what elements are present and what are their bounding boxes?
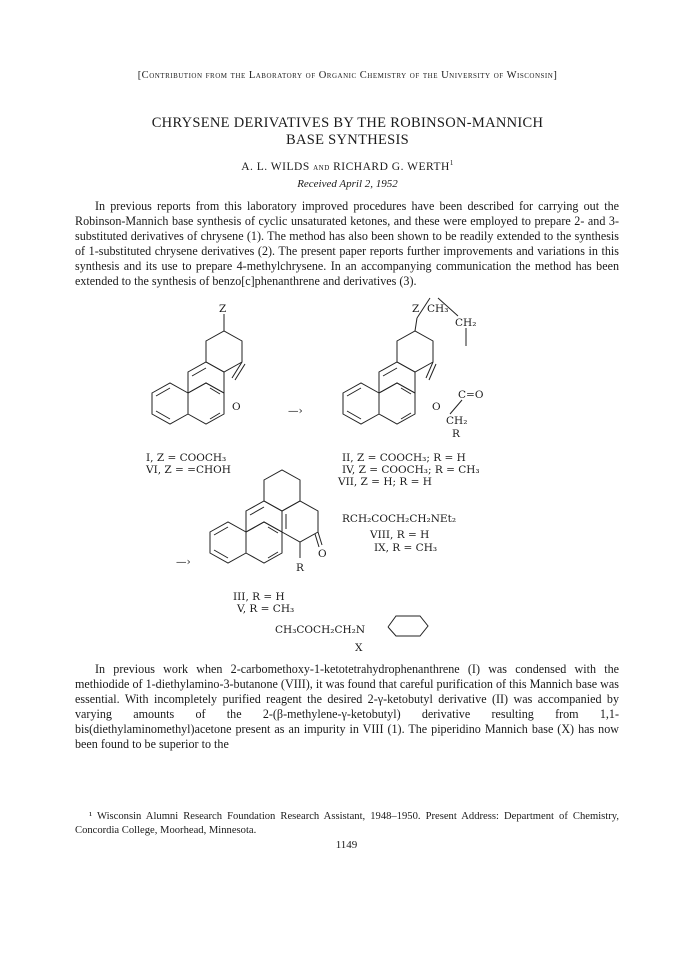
ch2-label-right: CH₂ <box>455 317 477 329</box>
title-line-2: BASE SYNTHESIS <box>285 132 410 148</box>
label-compound-V: V, R = CH₃ <box>237 603 295 615</box>
ch2-label-right-2: CH₂ <box>446 415 468 427</box>
paragraph-1: In previous reports from this laboratory improved procedures have been described for carrying out the Robinson-Mannich base synthesis of cyclic unsaturated ketones, and these were employed to prepare 2- and 3-substituted derivatives of chrysene (1). The method has also been shown to be readily extended to the synthesis of 1-substituted chrysene derivatives (2). The present paper reports further improvements and variations in this synthesis and its use to prepare 4-methylchrysene. In an accompanying communication the method has been extended to the synthesis of benzo[c]phenanthrene and derivatives (3). <box>75 199 619 289</box>
contribution-line: [Contribution from the Laboratory of Organic Chemistry of the University of Wisconsin] <box>137 70 558 81</box>
page-number: 1149 <box>335 839 358 851</box>
paragraph-2: In previous work when 2-carbomethoxy-1-ketotetrahydrophenanthrene (I) was condensed with the methiodide of 1-diethylamino-3-butanone (VIII), it was found that careful purification of this Mannich base was essential. With incompletely purified reagent the desired 2-γ-ketobutyl derivative (II) was accompanied by varying amounts of the 2-(β-methylene-γ-ketobutyl) derivative resulting from 1,1-bis(diethylaminomethyl)acetone present as an impurity in VIII (1). The piperidino Mannich base (X) has now been found to be superior to the <box>75 662 619 752</box>
label-compound-VI: VI, Z = =CHOH <box>146 464 231 476</box>
o-label-left: O <box>232 401 241 413</box>
title-line-1: CHRYSENE DERIVATIVES BY THE ROBINSON-MANNICH <box>151 115 544 131</box>
arrow-1: —› <box>288 405 303 417</box>
authors-and: and <box>313 161 330 173</box>
label-compound-VIII: VIII, R = H <box>370 529 430 541</box>
arrow-2: —› <box>176 556 191 568</box>
o-label-bottom: O <box>318 548 327 560</box>
label-compound-I: I, Z = COOCH₃ <box>146 452 227 464</box>
r-label-bottom: R <box>296 562 304 574</box>
z-label-right: Z <box>412 303 420 315</box>
ch3-label-top: CH₃ <box>427 303 449 315</box>
label-compound-VII: VII, Z = H; R = H <box>338 476 432 488</box>
author-2: RICHARD G. WERTH <box>333 160 450 173</box>
received-date: Received April 2, 1952 <box>297 178 398 190</box>
label-compound-IX: IX, R = CH₃ <box>374 542 438 554</box>
r-label-right: R <box>452 428 460 440</box>
author-1: A. L. WILDS <box>241 160 310 173</box>
structure-III <box>210 470 322 563</box>
piperidine-ring <box>388 616 428 636</box>
o-label-right: O <box>432 401 441 413</box>
z-label-left: Z <box>219 303 227 315</box>
mannich-base-formula: RCH₂COCH₂CH₂NEt₂ <box>342 513 457 525</box>
structure-II <box>343 298 466 424</box>
label-compound-X: X <box>355 642 363 654</box>
label-compound-II: II, Z = COOCH₃; R = H <box>342 452 466 464</box>
co-label-right: C=O <box>458 389 484 401</box>
label-compound-IV: IV, Z = COOCH₃; R = CH₃ <box>342 464 480 476</box>
label-compound-III: III, R = H <box>233 591 285 603</box>
footnote: ¹ Wisconsin Alumni Research Foundation Research Assistant, 1948–1950. Present Address: Department of Chemistry, Concordia College, Moorhead, Minnesota. <box>75 811 619 836</box>
author-footnote-mark: 1 <box>449 159 454 167</box>
piperidine-formula: CH₃COCH₂CH₂N <box>275 624 366 636</box>
